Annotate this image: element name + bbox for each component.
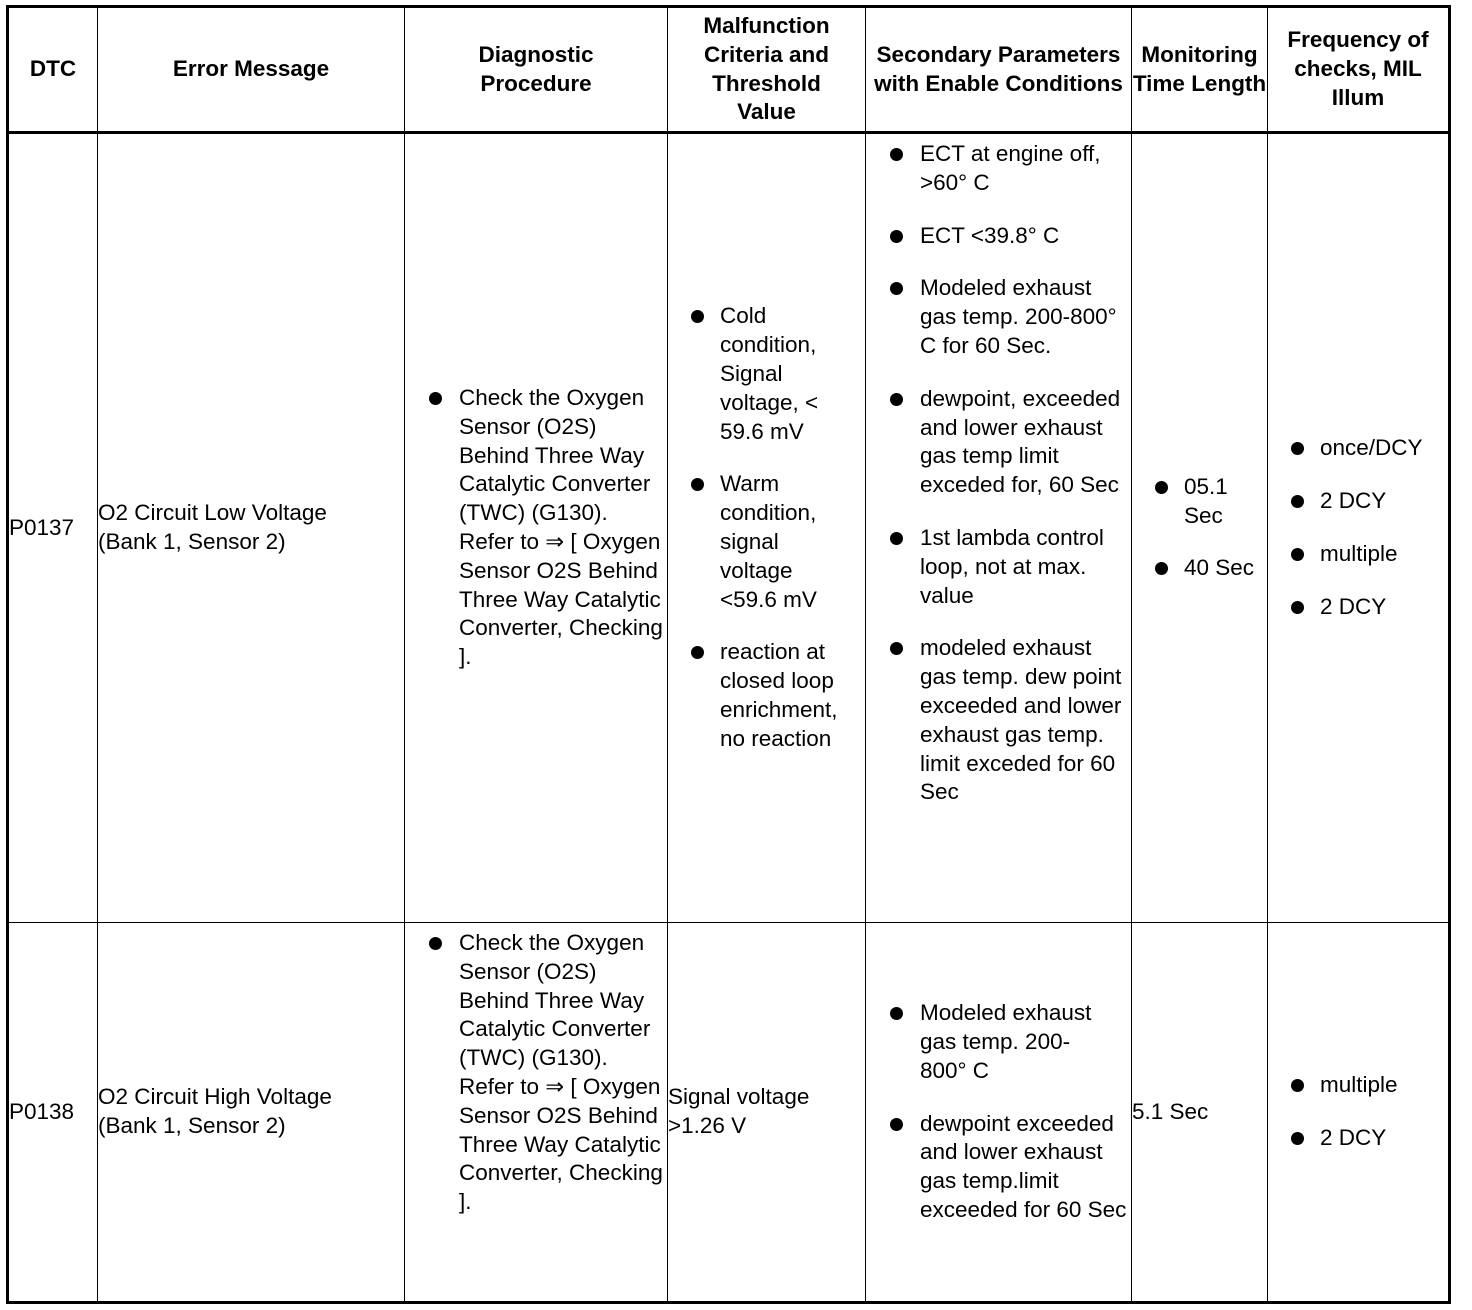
diagnostic-procedure-cell (405, 923, 668, 1303)
list-item: Warm condition, signal voltage <59.6 mV (668, 470, 865, 614)
list-item: modeled exhaust gas temp. dew point exceeded and lower exhaust gas temp. limit exceded for 60 Sec (866, 634, 1131, 807)
list-item: Modeled exhaust gas temp. 200-800° C (866, 999, 1131, 1085)
header-frequency: Frequency of checks, MIL Illum (1268, 7, 1450, 133)
list-item: 1st lambda control loop, not at max. value (866, 524, 1131, 610)
dtc-code: P0137 (8, 133, 98, 923)
list-item: 2 DCY (1268, 487, 1448, 516)
list-item: Check the Oxygen Sensor (O2S) Behind Three Way Catalytic Converter (TWC) (G130). Refer to ⇒ [ Oxygen Sensor O2S Behind Three Way Catalytic Converter, Checking ]. (405, 929, 665, 1217)
list-item: 05.1 Sec (1132, 473, 1267, 531)
header-malfunction-criteria: Malfunction Criteria and Threshold Value (668, 7, 866, 133)
header-dtc: DTC (8, 7, 98, 133)
list-item: 2 DCY (1268, 1124, 1448, 1153)
list-item: ECT at engine off, >60° C (866, 140, 1131, 198)
header-secondary-parameters: Secondary Parameters with Enable Conditions (866, 7, 1132, 133)
error-message: O2 Circuit High Voltage (Bank 1, Sensor 2) (98, 923, 405, 1303)
secondary-parameters-cell (866, 133, 1132, 923)
header-row (8, 7, 1450, 133)
dtc-table (6, 5, 1451, 1304)
header-diagnostic-procedure: Diagnostic Procedure (405, 7, 668, 133)
malfunction-criteria-cell: Signal voltage >1.26 V (668, 923, 866, 1303)
list-item: Cold condition, Signal voltage, < 59.6 mV (668, 302, 865, 446)
list-item: dewpoint exceeded and lower exhaust gas temp.limit exceeded for 60 Sec (866, 1110, 1131, 1225)
malfunction-criteria-cell (668, 133, 866, 923)
frequency-cell (1268, 133, 1450, 923)
header-monitoring-time: Monitoring Time Length (1132, 7, 1268, 133)
list-item: Check the Oxygen Sensor (O2S) Behind Three Way Catalytic Converter (TWC) (G130). Refer to ⇒ [ Oxygen Sensor O2S Behind Three Way Catalytic Converter, Checking ]. (405, 384, 665, 672)
table-row (8, 133, 1450, 923)
header-error-message: Error Message (98, 7, 405, 133)
monitoring-time-cell: 5.1 Sec (1132, 923, 1268, 1303)
diagnostic-procedure-cell (405, 133, 668, 923)
list-item: multiple (1268, 540, 1448, 569)
list-item: 2 DCY (1268, 593, 1448, 622)
list-item: multiple (1268, 1071, 1448, 1100)
frequency-cell (1268, 923, 1450, 1303)
list-item: dewpoint, exceeded and lower exhaust gas temp limit exceded for, 60 Sec (866, 385, 1131, 500)
dtc-code: P0138 (8, 923, 98, 1303)
list-item: ECT <39.8° C (866, 222, 1131, 251)
list-item: reaction at closed loop enrichment, no reaction (668, 638, 865, 753)
monitoring-time-cell (1132, 133, 1268, 923)
table-row (8, 923, 1450, 1303)
secondary-parameters-cell (866, 923, 1132, 1303)
error-message: O2 Circuit Low Voltage (Bank 1, Sensor 2) (98, 133, 405, 923)
list-item: once/DCY (1268, 434, 1448, 463)
list-item: Modeled exhaust gas temp. 200-800° C for 60 Sec. (866, 274, 1131, 360)
list-item: 40 Sec (1132, 554, 1267, 583)
